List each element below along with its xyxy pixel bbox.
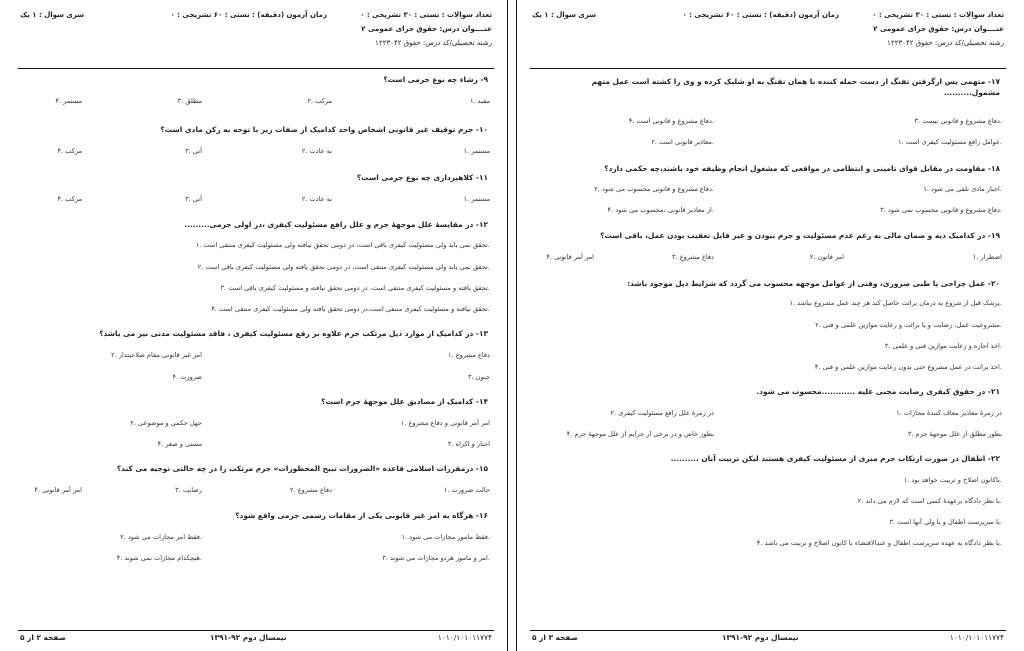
option-1: ۱. مقید — [469, 97, 490, 105]
question-15: ۱۵- درمقررات اسلامی قاعده «الضرورات تبیح المحظورات» جرم مرتکب را در چه حالتی توجیه می کند؟ — [116, 464, 488, 473]
option-3: ۳. دفاع مشروع و قانونی محسوب نمی شود. — [880, 206, 1002, 214]
option-4: ۴. از معاذیر قانونی ،محسوب می شود. — [607, 206, 714, 214]
option-1: ۱. حالت ضرورت — [443, 486, 490, 494]
page-footer — [532, 633, 1004, 647]
question-11: ۱۱- کلاهبرداری چه نوع جرمی است؟ — [356, 173, 488, 182]
page-separator-left — [507, 0, 508, 651]
option-4: ۴. هیچکدام مجازات نمی شوند. — [116, 554, 202, 562]
option-2: ۲. امر قانون — [809, 253, 844, 261]
option-1: ۱. مستمر — [463, 195, 490, 203]
header-divider — [18, 68, 494, 69]
option-2: ۲. به عادت — [301, 195, 332, 203]
option-4: ۴. مستی و صغر — [157, 440, 202, 448]
option-2: ۲. با نظر دادگاه برعهدهٔ کسی است که لازم می داند. — [857, 497, 1002, 505]
option-1: ۱. باکانون اصلاح و تربیت خواهد بود. — [903, 476, 1002, 484]
option-2: ۲. فقط امر مجازات می شود. — [120, 533, 202, 541]
field-code: رشته تحصیلی/کد درس: حقوق ۱۲۲۳۰۴۲ — [375, 39, 492, 47]
option-3: ۳. دفاع مشروع — [671, 253, 714, 261]
option-4: ۴. امر آمر قانونی — [546, 253, 594, 261]
option-3: ۳. رضایت — [175, 486, 202, 494]
question-22: ۲۲- اطفال در صورت ارتکاب جرم مبری از مسئولیت کیفری هستند لیکن تربیت آنان .......... — [670, 454, 1000, 463]
option-3: ۳. تحقق یافته و مسئولیت کیفری منتفی است، در دومی تحقق نیافته و مسئولیت کیفری باقی است. — [220, 284, 490, 292]
option-1: ۱. پزشک قبل از شروع به درمان برائت حاصل کند هر چند عمل مشروع نباشد. — [789, 299, 1002, 307]
option-1: ۱. عوامل رافع مسئولیت کیفری است. — [898, 138, 1002, 146]
question-count: تعداد سوالات : تستی : ۳۰ تشریحی : ۰ — [872, 11, 1004, 19]
option-4: ۴. مرکب — [57, 147, 82, 155]
option-4: ۴. ضرورت — [172, 373, 202, 381]
option-2: ۲. امر غیر قانونی مقام صلاحیتدار — [111, 351, 202, 359]
page-number: صفحه ۳ از ۵ — [532, 633, 578, 642]
footer-divider — [530, 630, 1006, 631]
option-1: ۱. در زمرهٔ معاذیر معاف کنندهٔ مجازات — [896, 409, 1002, 417]
question-series: سری سوال : ۱ یک — [20, 11, 85, 19]
option-4: ۴. مرکب — [57, 195, 82, 203]
option-3: ۳. اخذ اجازه و رعایت موازین فنی و علمی. — [884, 342, 1002, 350]
option-2: ۲. مشروعیت عمل، رضایت و یا برائت و رعایت موازین علمی و فنی. — [815, 321, 1002, 329]
option-1: ۱. دفاع مشروع — [447, 351, 490, 359]
question-16: ۱۶- هرگاه به امر غیر قانونی یکی از مقامات رسمی جرمی واقع شود؟ — [235, 511, 488, 520]
question-12: ۱۲- در مقایسهٔ علل موجههٔ جرم و علل رافع مسئولیت کیفری ،در اولی جرمی......... — [184, 220, 488, 229]
question-14: ۱۴- کدامیک از مصادیق علل موجههٔ جرم است؟ — [321, 397, 488, 406]
option-2: ۲. دفاع مشروع — [289, 486, 332, 494]
option-3: ۳. بطور مطلق از علل موجههٔ جرم — [907, 430, 1002, 438]
question-13: ۱۳- در کدامیک از موارد ذیل مرتکب جرم علاوه بر رفع مسئولیت کیفری ، فاقد مسئولیت مدنی نیز می باشد؟ — [99, 329, 488, 338]
question-count: تعداد سوالات : تستی : ۳۰ تشریحی : ۰ — [360, 11, 492, 19]
page-separator-right — [516, 0, 517, 651]
field-code: رشته تحصیلی/کد درس: حقوق ۱۲۲۳۰۴۲ — [887, 39, 1004, 47]
page-number: صفحه ۲ از ۵ — [20, 633, 66, 642]
option-4: ۴. مستمر — [55, 97, 82, 105]
option-3: ۳. آنی — [185, 195, 202, 203]
option-1: ۱. مستمر — [463, 147, 490, 155]
option-1: ۱. امر آمر قانونی و دفاع مشروع — [400, 419, 490, 427]
option-4: ۴. با نظر دادگاه به عهده سرپرست اطفال و عندالاقتضاء با کانون اصلاح و تربیت می باشد. — [756, 539, 1002, 547]
term-label: نیمسال دوم ۹۲-۱۳۹۱ — [210, 633, 287, 642]
option-2: ۲. تحقق نمی یابد ولی مسئولیت کیفری منتفی است، در دومی تحقق یافته ولی مسئولیت کیفری باقی است. — [197, 263, 490, 271]
option-2: ۲. در زمرهٔ علل رافع مسئولیت کیفری — [610, 409, 714, 417]
option-2: ۲. به عادت — [301, 147, 332, 155]
question-18: ۱۸- مقاومت در مقابل قوای تامینی و انتظامی در مواقعی که مشغول انجام وظیفه خود باشند،چه حکمی دارد؟ — [604, 164, 1000, 173]
option-4: ۴. امر آمر قانونی — [34, 486, 82, 494]
exam-page-3 — [522, 0, 1014, 651]
option-4: ۴. دفاع مشروع و قانونی است. — [628, 117, 714, 125]
exam-page-2 — [10, 0, 502, 651]
option-3: ۳. مطلق — [177, 97, 202, 105]
footer-divider — [18, 630, 494, 631]
exam-duration: زمان آزمون (دقیقه) : تستی : ۶۰ تشریحی : ۰ — [682, 11, 839, 19]
option-3: ۳. دفاع مشروع و قانونی نیست. — [914, 117, 1002, 125]
question-series: سری سوال : ۱ یک — [532, 11, 597, 19]
page-footer — [20, 633, 492, 647]
option-1: ۱. اضطرار — [972, 253, 1002, 261]
option-1: ۱. اجبار مادی تلقی می شود. — [923, 185, 1002, 193]
option-4: ۴. تحقق نیافته و مسئولیت کیفری منتفی است،در دومی تحقق یافته ولی مسئولیت کیفری منتفی است. — [211, 305, 490, 313]
question-10: ۱۰- جرم توقیف غیر قانونی اشخاص واحد کدامیک از صفات زیر با توجه به رکن مادی است؟ — [160, 125, 488, 134]
question-20: ۲۰- عمل جراحی یا طبی ضروری، وقتی از عوامل موجهه محسوب می گردد که شرایط ذیل موجود باشد: — [627, 279, 1000, 288]
exam-duration: زمان آزمون (دقیقه) : تستی : ۶۰ تشریحی : ۰ — [170, 11, 327, 19]
page-header — [20, 8, 492, 66]
course-title: عنــــوان درس: حقوق جزای عمومی ۲ — [361, 25, 492, 33]
exam-code: ۱۰۱۰/۱۰۱۰۱۱۷۷۴ — [437, 633, 492, 642]
option-1: ۱. تحقق نمی یابد ولی مسئولیت کیفری باقی است، در دومی تحقق نیافته ولی مسئولیت کیفری منتفی است. — [195, 241, 490, 249]
option-2: ۲. معاذیر قانونی است. — [651, 138, 714, 146]
question-19: ۱۹- در کدامیک دیه و ضمان مالی به رغم عدم مسئولیت و جرم نبودن و غیر قابل تعقیب بودن عمل، باقی است؟ — [600, 231, 1000, 240]
option-3: ۳. با سرپرست اطفال و یا ولی آنها است. — [889, 518, 1002, 526]
option-2: ۲. دفاع مشروع و قانونی محسوب می شود. — [594, 185, 714, 193]
term-label: نیمسال دوم ۹۲-۱۳۹۱ — [722, 633, 799, 642]
option-3: ۳. امر و مامور هردو مجازات می شوند. — [382, 554, 490, 562]
option-2: ۲. جهل حکمی و موضوعی — [130, 419, 202, 427]
question-9: ۹- رشاء چه نوع جرمی است؟ — [383, 75, 488, 84]
question-17: ۱۷- متهمی پس ازگرفتن تفنگ از دست حمله کننده با همان تفنگ به او شلیک کرده و وی را کشته است عمل متهم مشمول.......... — [591, 77, 1000, 97]
header-divider — [530, 68, 1006, 69]
option-1: ۱. فقط مامور مجازات می شود. — [401, 533, 490, 541]
option-3: ۳. اجبار و اکراه — [447, 440, 490, 448]
option-4: ۴. اخذ برائت در عمل مشروع حتی بدون رعایت موازین علمی و فنی. — [814, 363, 1002, 371]
page-header — [532, 8, 1004, 66]
option-3: ۳. آنی — [185, 147, 202, 155]
exam-code: ۱۰۱۰/۱۰۱۰۱۱۷۷۴ — [949, 633, 1004, 642]
option-3: ۳. جنون — [467, 373, 490, 381]
question-21: ۲۱- در حقوق کیفری رضایت مجنی علیه ............محسوب می شود. — [756, 387, 1000, 396]
option-2: ۲. مرکب — [307, 97, 332, 105]
option-4: ۴. بطور خاص و در برخی از جرایم از علل موجههٔ جرم — [566, 430, 714, 438]
course-title: عنــــوان درس: حقوق جزای عمومی ۲ — [873, 25, 1004, 33]
